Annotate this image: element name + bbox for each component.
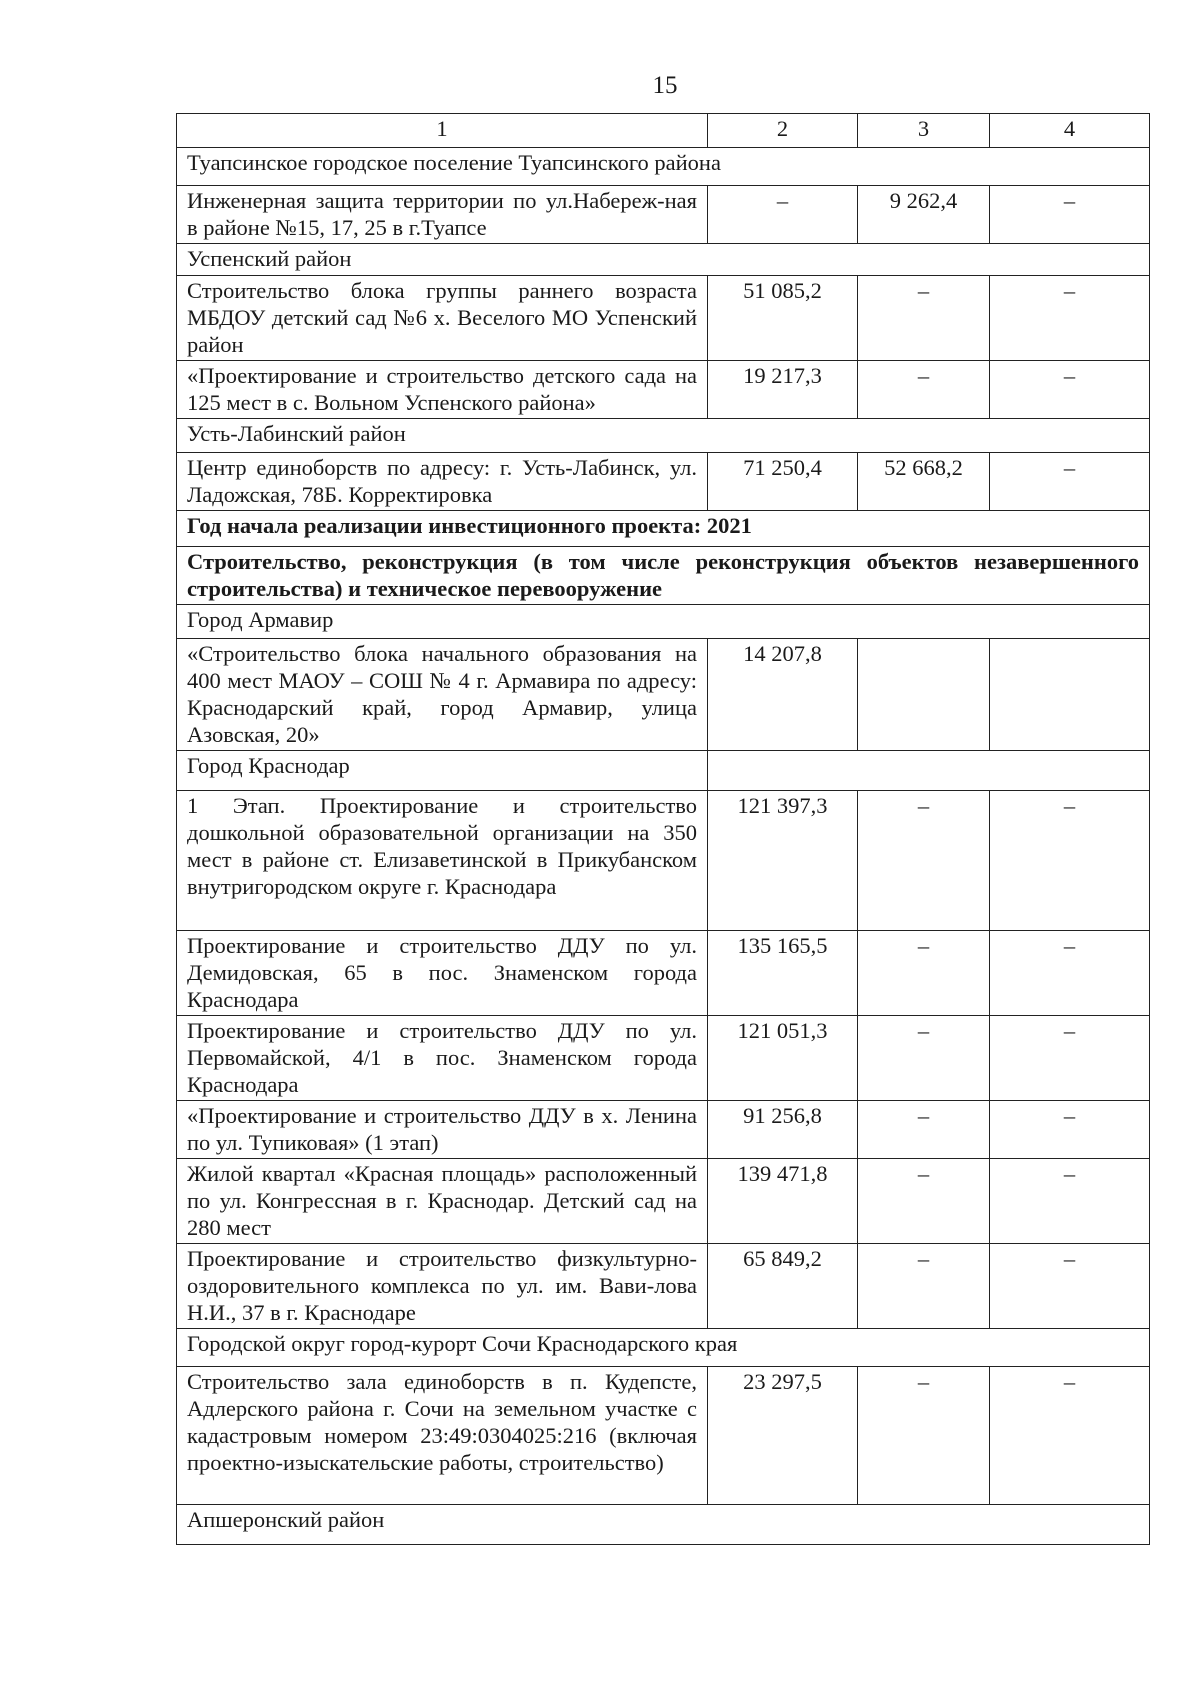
group-row <box>177 244 1150 276</box>
project-name-cell: Проектирование и строительство ДДУ по ул. Демидовская, 65 в пос. Знаменском города Краснодара <box>177 931 708 1016</box>
section-heading: Строительство, реконструкция (в том числе реконструкция объектов незавершенного строительства) и техническое перевооружение <box>177 547 1150 605</box>
group-row <box>177 419 1150 453</box>
project-name-cell: «Проектирование и строительство детского сада на 125 мест в с. Вольном Успенского района» <box>177 361 708 419</box>
project-name-cell: Строительство блока группы раннего возраста МБДОУ детский сад №6 х. Веселого МО Успенский район <box>177 276 708 361</box>
table-row <box>177 1244 1150 1329</box>
header-cell-1: 1 <box>177 114 708 148</box>
group-heading: Усть-Лабинский район <box>177 419 1150 453</box>
value-col2-cell: 71 250,4 <box>708 453 858 511</box>
value-col3-cell: – <box>858 1367 990 1505</box>
group-row <box>177 511 1150 547</box>
value-col2-cell: 14 207,8 <box>708 639 858 751</box>
value-col2-cell: 23 297,5 <box>708 1367 858 1505</box>
project-name-cell: Строительство зала единоборств в п. Кудепсте, Адлерского района г. Сочи на земельном участке с кадастровым номером 23:49:0304025:216 (включая проектно-изыскательские работы, строительство) <box>177 1367 708 1505</box>
project-name-cell: 1 Этап. Проектирование и строительство дошкольной образовательной организации на 350 мест в районе ст. Елизаветинской в Прикубанском внутригородском округе г. Краснодара <box>177 791 708 931</box>
group-row <box>177 547 1150 605</box>
value-col4-cell: – <box>990 1367 1150 1505</box>
investment-table <box>176 113 1150 1545</box>
table-row <box>177 186 1150 244</box>
value-col2-cell: 65 849,2 <box>708 1244 858 1329</box>
table-row <box>177 1159 1150 1244</box>
value-col2-cell: 121 397,3 <box>708 791 858 931</box>
value-col3-cell: 52 668,2 <box>858 453 990 511</box>
group-row <box>177 148 1150 186</box>
value-col4-cell: – <box>990 453 1150 511</box>
page-number: 15 <box>652 72 678 99</box>
value-col3-cell: – <box>858 1244 990 1329</box>
group-row <box>177 605 1150 639</box>
value-col2-cell: – <box>708 186 858 244</box>
value-col4-cell: – <box>990 276 1150 361</box>
table-row <box>177 1367 1150 1505</box>
project-name-cell: Проектирование и строительство ДДУ по ул. Первомайской, 4/1 в пос. Знаменском города Краснодара <box>177 1016 708 1101</box>
value-col3-cell: – <box>858 361 990 419</box>
group-heading: Городской округ город-курорт Сочи Краснодарского края <box>177 1329 1150 1367</box>
header-cell-4: 4 <box>990 114 1150 148</box>
table-row <box>177 276 1150 361</box>
group-heading: Апшеронский район <box>177 1505 1150 1545</box>
group-row <box>177 751 1150 791</box>
table-row <box>177 931 1150 1016</box>
value-col3-cell: – <box>858 931 990 1016</box>
group-heading: Успенский район <box>177 244 1150 276</box>
value-col3-cell: 9 262,4 <box>858 186 990 244</box>
group-heading: Туапсинское городское поселение Туапсинского района <box>177 148 1150 186</box>
table-row <box>177 1101 1150 1159</box>
table-row <box>177 791 1150 931</box>
value-col2-cell: 121 051,3 <box>708 1016 858 1101</box>
table-row <box>177 639 1150 751</box>
value-col4-cell: – <box>990 931 1150 1016</box>
value-col4-cell: – <box>990 1016 1150 1101</box>
table-row <box>177 361 1150 419</box>
project-name-cell: «Проектирование и строительство ДДУ в х. Ленина по ул. Тупиковая» (1 этап) <box>177 1101 708 1159</box>
value-col2-cell: 139 471,8 <box>708 1159 858 1244</box>
value-col3-cell: – <box>858 1159 990 1244</box>
value-col4-cell: – <box>990 186 1150 244</box>
value-col4-cell: – <box>990 1244 1150 1329</box>
value-col3-cell: – <box>858 1016 990 1101</box>
value-col4-cell: – <box>990 791 1150 931</box>
project-name-cell: «Строительство блока начального образования на 400 мест МАОУ – СОШ № 4 г. Армавира по адресу: Краснодарский край, город Армавир, улица Азовская, 20» <box>177 639 708 751</box>
section-heading: Год начала реализации инвестиционного проекта: 2021 <box>177 511 1150 547</box>
value-col3-cell: – <box>858 791 990 931</box>
value-col3-cell <box>858 639 990 751</box>
group-row <box>177 1505 1150 1545</box>
table-row <box>177 453 1150 511</box>
value-col2-cell: 91 256,8 <box>708 1101 858 1159</box>
header-cell-2: 2 <box>708 114 858 148</box>
value-col4-cell: – <box>990 1101 1150 1159</box>
header-row <box>177 114 1150 148</box>
project-name-cell: Проектирование и строительство физкультурно-оздоровительного комплекса по ул. им. Вави-лова Н.И., 37 в г. Краснодаре <box>177 1244 708 1329</box>
project-name-cell: Инженерная защита территории по ул.Набереж-ная в районе №15, 17, 25 в г.Туапсе <box>177 186 708 244</box>
value-col2-cell: 19 217,3 <box>708 361 858 419</box>
value-col4-cell: – <box>990 361 1150 419</box>
value-col3-cell: – <box>858 276 990 361</box>
value-col4-cell: – <box>990 1159 1150 1244</box>
table-row <box>177 1016 1150 1101</box>
blank-cell <box>708 751 1150 791</box>
project-name-cell: Центр единоборств по адресу: г. Усть-Лабинск, ул. Ладожская, 78Б. Корректировка <box>177 453 708 511</box>
value-col2-cell: 51 085,2 <box>708 276 858 361</box>
group-heading: Город Краснодар <box>177 751 708 791</box>
value-col2-cell: 135 165,5 <box>708 931 858 1016</box>
group-heading: Город Армавир <box>177 605 1150 639</box>
header-cell-3: 3 <box>858 114 990 148</box>
value-col3-cell: – <box>858 1101 990 1159</box>
project-name-cell: Жилой квартал «Красная площадь» расположенный по ул. Конгрессная в г. Краснодар. Детский сад на 280 мест <box>177 1159 708 1244</box>
group-row <box>177 1329 1150 1367</box>
value-col4-cell <box>990 639 1150 751</box>
